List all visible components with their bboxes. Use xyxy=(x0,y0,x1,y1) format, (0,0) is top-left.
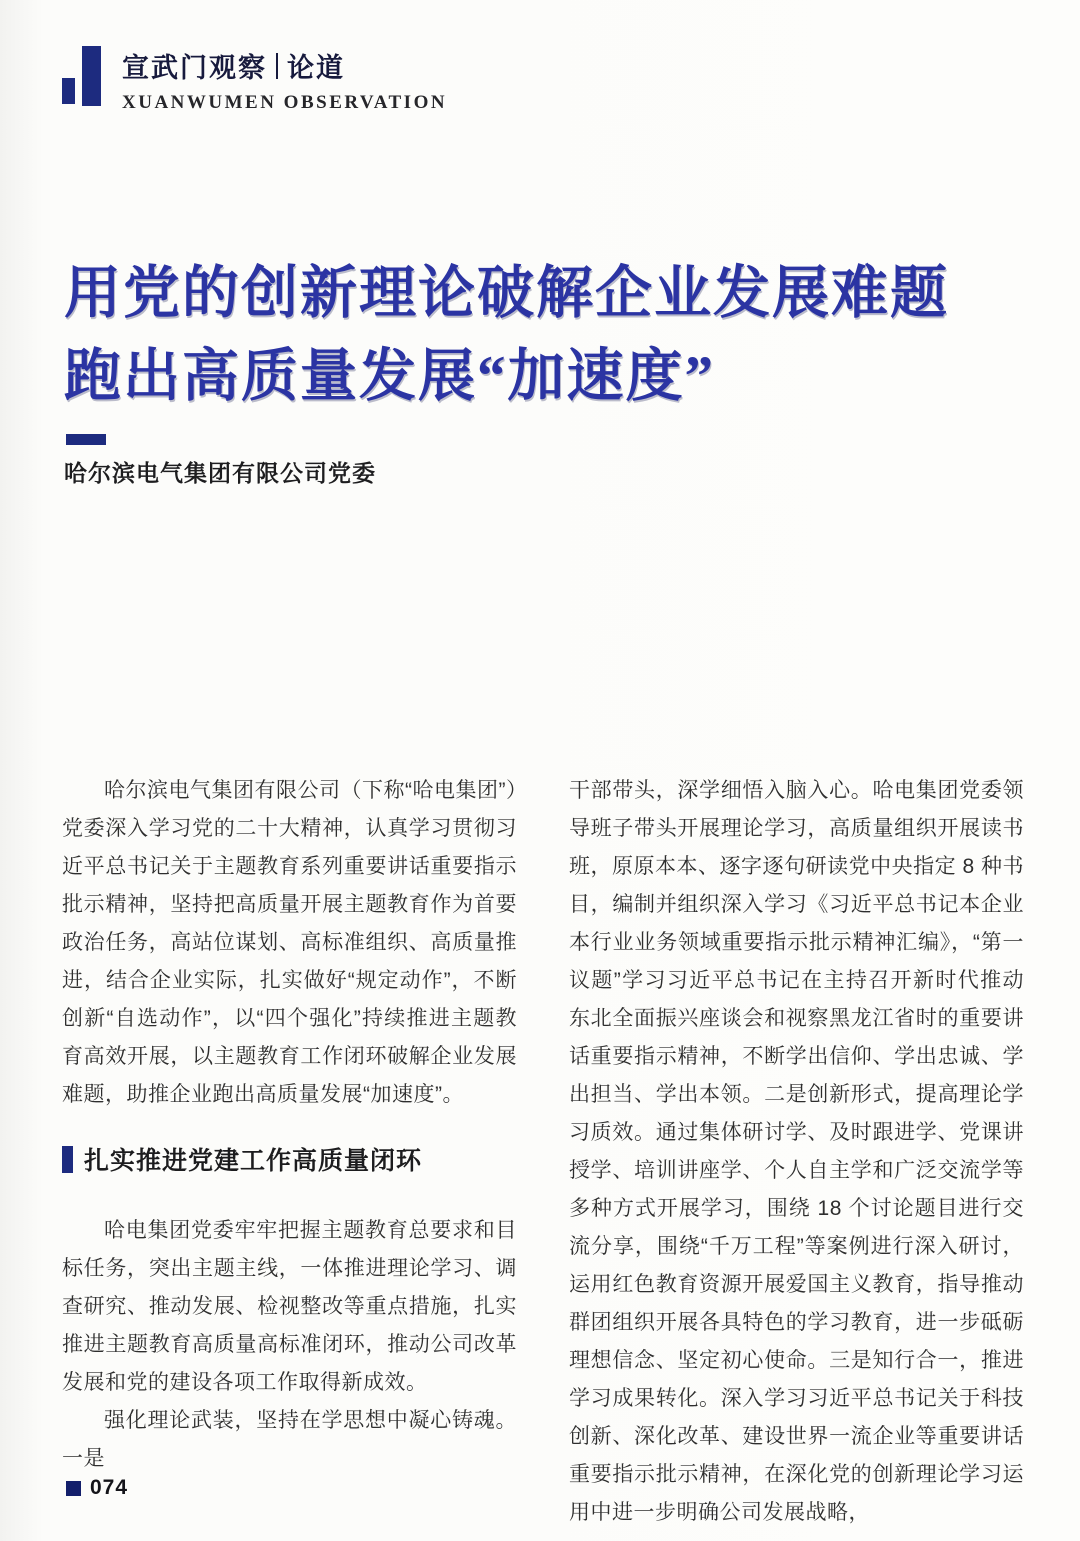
logo-tall-block xyxy=(82,46,101,106)
brand-divider xyxy=(276,53,278,79)
page-footer xyxy=(66,1476,128,1500)
heading-bar-icon xyxy=(62,1146,73,1173)
right-column xyxy=(569,772,1024,1532)
intro-paragraph: 哈尔滨电气集团有限公司（下称“哈电集团”）党委深入学习党的二十大精神，认真学习贯彻习近平总书记关于主题教育系列重要讲话重要指示批示精神，坚持把高质量开展主题教育作为首要政治任务，高站位谋划、高标准组织、高质量推进，结合企业实际，扎实做好“规定动作”，不断创新“自选动作”，以“四个强化”持续推进主题教育高效开展，以主题教育工作闭环破解企业发展难题，助推企业跑出高质量发展“加速度”。 xyxy=(62,779,517,1106)
brand-text xyxy=(122,44,447,114)
masthead xyxy=(62,44,447,114)
continuation-paragraph: 干部带头，深学细悟入脑入心。哈电集团党委领导班子带头开展理论学习，高质量组织开展读书班，原原本本、逐字逐句研读党中央指定 8 种书目，编制并组织深入学习《习近平总书记本企业本行业业务领域重要指示批示精神汇编》，“第一议题”学习习近平总书记在主持召开新时代推动东北全面振兴座谈会和视察黑龙江省时的重要讲话重要指示精神，不断学出信仰、学出忠诚、学出担当、学出本领。二是创新形式，提高理论学习质效。通过集体研讨学、及时跟进学、党课讲授学、培训讲座学、个人自主学和广泛交流学等多种方式开展学习，围绕 18 个讨论题目进行交流分享，围绕“千万工程”等案例进行深入研讨，运用红色教育资源开展爱国主义教育，指导推动群团组织开展各具特色的学习教育，进一步砥砺理想信念、坚定初心使命。三是知行合一，推进学习成果转化。深入学习习近平总书记关于科技创新、深化改革、建设世界一流企业等重要讲话重要指示批示精神，在深化党的创新理论学习运用中进一步明确公司发展战略， xyxy=(569,779,1024,1524)
article-title xyxy=(64,252,1029,418)
brand-title-row xyxy=(122,46,447,85)
brand-name-en: XUANWUMEN OBSERVATION xyxy=(122,92,448,113)
byline: 哈尔滨电气集团有限公司党委 xyxy=(64,460,376,486)
body-paragraph-start: 强化理论武装，坚持在学思想中凝心铸魂。一是 xyxy=(62,1409,517,1470)
byline-dash-icon xyxy=(66,434,106,445)
body-paragraph: 哈电集团党委牢牢把握主题教育总要求和目标任务，突出主题主线，一体推进理论学习、调查研究、推动发展、检视整改等重点措施，扎实推进主题教育高质量高标准闭环，推动公司改革发展和党的建设各项工作取得新成效。 xyxy=(62,1219,517,1394)
page-number: 074 xyxy=(90,1476,129,1499)
article-title-line1: 用党的创新理论破解企业发展难题 xyxy=(64,262,949,325)
brand-logo-icon xyxy=(62,44,106,110)
article-body xyxy=(62,772,1024,1532)
brand-name-cn: 宣武门观察 xyxy=(122,53,267,83)
section-heading xyxy=(62,1141,517,1177)
section-heading-text: 扎实推进党建工作高质量闭环 xyxy=(84,1147,423,1175)
page-number-square-icon xyxy=(66,1481,81,1496)
brand-section-label: 论道 xyxy=(287,53,345,83)
logo-small-block xyxy=(62,78,75,104)
article-title-line2: 跑出高质量发展“加速度” xyxy=(64,345,715,408)
left-column xyxy=(62,772,517,1532)
